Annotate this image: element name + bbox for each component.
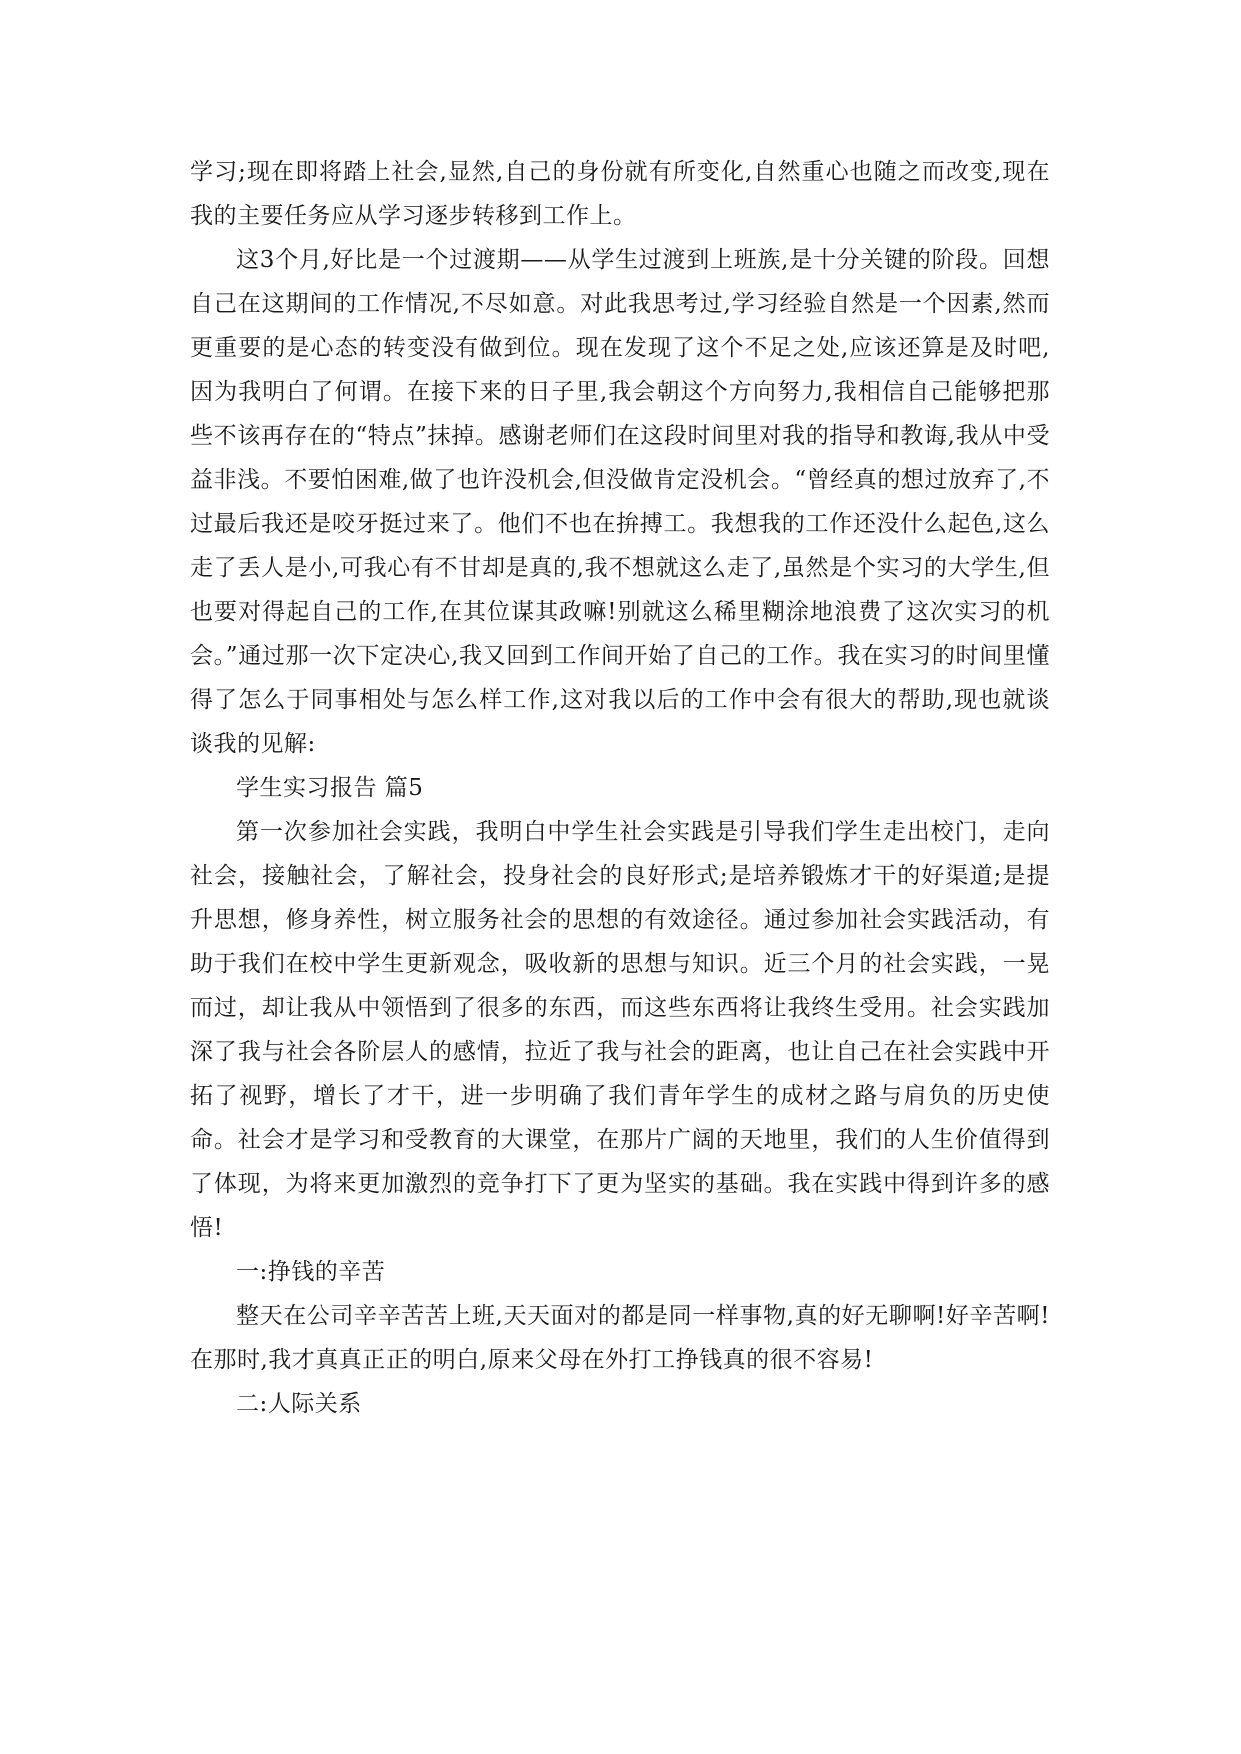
paragraph-hard-work: 整天在公司辛辛苦苦上班,天天面对的都是同一样事物,真的好无聊啊!好辛苦啊!在那时,我才真真正正的明白,原来父母在外打工挣钱真的很不容易! xyxy=(190,1303,1050,1373)
subheading-earning-money: 一:挣钱的辛苦 xyxy=(236,1259,386,1285)
subheading-relationships: 二:人际关系 xyxy=(236,1391,362,1417)
paragraph-continuation: 学习;现在即将踏上社会,显然,自己的身份就有所变化,自然重心也随之而改变,现在我的主要任务应从学习逐步转移到工作上。 xyxy=(190,159,1050,229)
section-heading-report-5: 学生实习报告 篇5 xyxy=(236,775,424,801)
document-body xyxy=(190,150,1050,1426)
paragraph-social-practice: 第一次参加社会实践，我明白中学生社会实践是引导我们学生走出校门，走向社会，接触社会，了解社会，投身社会的良好形式;是培养锻炼才干的好渠道;是提升思想，修身养性，树立服务社会的思想的有效途径。通过参加社会实践活动，有助于我们在校中学生更新观念，吸收新的思想与知识。近三个月的社会实践，一晃而过，却让我从中领悟到了很多的东西，而这些东西将让我终生受用。社会实践加深了我与社会各阶层人的感情，拉近了我与社会的距离，也让自己在社会实践中开拓了视野，增长了才干，进一步明确了我们青年学生的成材之路与肩负的历史使命。社会才是学习和受教育的大课堂，在那片广阔的天地里，我们的人生价值得到了体现，为将来更加激烈的竞争打下了更为坚实的基础。我在实践中得到许多的感悟! xyxy=(190,819,1050,1241)
paragraph-transition-period: 这3个月,好比是一个过渡期——从学生过渡到上班族,是十分关键的阶段。回想自己在这期间的工作情况,不尽如意。对此我思考过,学习经验自然是一个因素,然而更重要的是心态的转变没有做到位。现在发现了这个不足之处,应该还算是及时吧,因为我明白了何谓。在接下来的日子里,我会朝这个方向努力,我相信自己能够把那些不该再存在的“特点”抹掉。感谢老师们在这段时间里对我的指导和教诲,我从中受益非浅。不要怕困难,做了也许没机会,但没做肯定没机会。“曾经真的想过放弃了,不过最后我还是咬牙挺过来了。他们不也在拚搏工。我想我的工作还没什么起色,这么走了丢人是小,可我心有不甘却是真的,我不想就这么走了,虽然是个实习的大学生,但也要对得起自己的工作,在其位谋其政嘛!别就这么稀里糊涂地浪费了这次实习的机会。”通过那一次下定决心,我又回到工作间开始了自己的工作。我在实习的时间里懂得了怎么于同事相处与怎么样工作,这对我以后的工作中会有很大的帮助,现也就谈谈我的见解: xyxy=(190,247,1050,757)
